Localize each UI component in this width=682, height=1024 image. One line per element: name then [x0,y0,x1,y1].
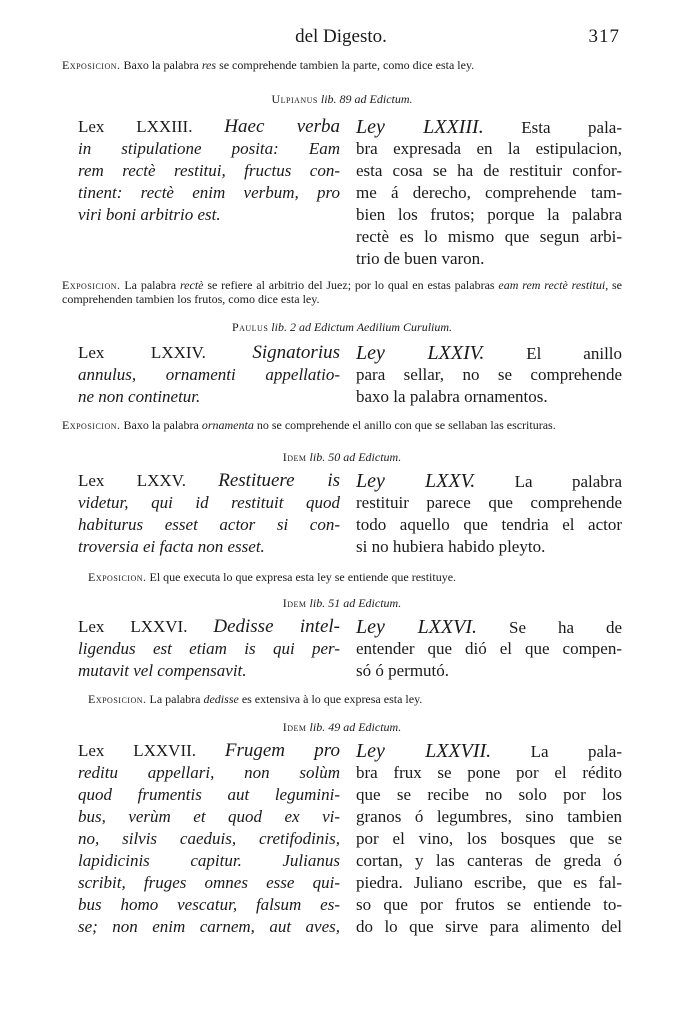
law-number: Lex LXXVI. [78,617,188,636]
latin-line: annulus, ornamenti appellatio- [78,365,340,384]
spanish-line [356,342,622,364]
spanish-column [356,342,622,408]
latin-line: lapidicinis capitur. Julianus [78,851,340,870]
law-number: Ley LXXV. [356,470,476,492]
spanish-line: todo aquello que tendria el actor [356,515,622,534]
spanish-line: piedra. Juliano escribe, que es fal- [356,873,622,892]
spanish-line: restituir parece que comprehende [356,493,622,512]
source-author: Idem [282,596,307,610]
spanish-text: Esta pala- [521,118,623,137]
spanish-line: baxo la palabra ornamentos. [356,387,548,406]
latin-line [78,116,340,138]
exposition-text: no se comprehende el anillo con que se sellaban las escrituras. [253,418,556,432]
latin-line: bus homo vescatur, falsum es- [78,895,340,914]
latin-line: se; non enim carnem, aut aves, [78,917,340,936]
spanish-column [356,740,622,938]
exposition-term: rectè [179,278,204,292]
spanish-line [356,470,622,492]
latin-text: Haec verba [224,116,340,137]
source-citation [62,596,622,611]
latin-line: reditu appellari, non solùm [78,763,340,782]
latin-line: rem rectè restitui, fructus con- [78,161,340,180]
spanish-line: rectè es lo mismo que segun arbi- [356,227,622,246]
exposition-paragraph [88,570,628,584]
latin-line [78,470,340,492]
spanish-line: do lo que sirve para alimento del [356,917,622,936]
latin-column [78,740,340,938]
exposition-text: se comprehende tambien la parte, como dice esta ley. [216,58,475,72]
spanish-text: La pala- [530,742,622,761]
latin-line [78,342,340,364]
spanish-line: me á derecho, comprehende tam- [356,183,622,202]
latin-line: mutavit vel compensavit. [78,661,247,680]
latin-line: videtur, qui id restituit quod [78,493,340,512]
spanish-line: para sellar, no se comprehende [356,365,622,384]
source-reference: lib. 89 ad Edictum. [317,92,413,106]
latin-line: quod frumentis aut legumini- [78,785,340,804]
latin-column [78,342,340,408]
latin-line: in stipulatione posita: Eam [78,139,340,158]
law-number: Lex LXXV. [78,471,186,490]
law-number: Ley LXXIV. [356,342,485,364]
spanish-line [356,116,622,138]
latin-text: Frugem pro [224,740,340,761]
source-reference: lib. 51 ad Edictum. [306,596,402,610]
latin-column [78,616,340,682]
law-number: Lex LXXIV. [78,343,206,362]
spanish-line: trio de buen varon. [356,249,485,268]
exposition-label: Exposicion. [62,418,121,432]
latin-line: no, silvis caeduis, cretifodinis, [78,829,340,848]
latin-line: habiturus esset actor si con- [78,515,340,534]
source-citation [62,92,622,107]
latin-line: scribit, fruges omnes esse qui- [78,873,340,892]
source-author: Idem [282,720,307,734]
exposition-text: Baxo la palabra [123,418,202,432]
exposition-term: res [201,58,217,72]
spanish-line: granos ó legumbres, sino tambien [356,807,622,826]
latin-line [78,740,340,762]
running-title: del Digesto. [295,26,387,47]
latin-column [78,470,340,558]
law-number: Ley LXXVI. [356,616,478,638]
source-author: Paulus [231,320,269,334]
source-reference: lib. 2 ad Edictum Aedilium Curulium. [268,320,453,334]
spanish-line: bra frux se pone por el rédito [356,763,622,782]
latin-text: Dedisse intel- [213,616,340,637]
exposition-text: La palabra [149,692,204,706]
source-reference: lib. 49 ad Edictum. [306,720,402,734]
latin-line: viri boni arbitrio est. [78,205,221,224]
latin-text: Restituere is [218,470,340,491]
source-author: Ulpianus [271,92,318,106]
source-reference: lib. 50 ad Edictum. [306,450,402,464]
latin-line: bus, verùm et quod ex vi- [78,807,340,826]
spanish-line [356,616,622,638]
latin-text: Signatorius [252,342,340,363]
spanish-text: Se ha de [509,618,623,637]
exposition-text: La palabra [124,278,180,292]
latin-line: ligendus est etiam is qui per- [78,639,340,658]
source-citation [62,320,622,335]
exposition-label: Exposicion. [88,570,147,584]
latin-line: troversia ei facta non esset. [78,537,265,556]
law-number: Lex LXXVII. [78,741,197,760]
law-number: Ley LXXIII. [356,116,484,138]
latin-line: ne non continetur. [78,387,201,406]
exposition-term: dedisse [203,692,239,706]
law-number: Ley LXXVII. [356,740,492,762]
exposition-term: eam rem rectè restitui [498,278,606,292]
spanish-line: por el vino, los bosques que se [356,829,622,848]
source-citation [62,450,622,465]
exposition-paragraph [88,692,628,706]
exposition-text: se refiere al arbitrio del Juez; por lo qual en estas palabras [203,278,499,292]
spanish-text: El anillo [526,344,623,363]
spanish-line: bien los frutos; porque la palabra [356,205,622,224]
exposition-label: Exposicion. [62,58,121,72]
source-author: Idem [282,450,307,464]
exposition-text: Baxo la palabra [123,58,202,72]
exposition-term: ornamenta [201,418,254,432]
source-citation [62,720,622,735]
spanish-line: só ó permutó. [356,661,450,680]
spanish-line: esta cosa se ha de restituir confor- [356,161,622,180]
exposition-text: es extensiva à lo que expresa esta ley. [238,692,423,706]
exposition-label: Exposicion. [88,692,147,706]
latin-column [78,116,340,226]
spanish-column [356,470,622,558]
spanish-line: si no hubiera habido pleyto. [356,537,546,556]
spanish-line: que se recibe no solo por los [356,785,622,804]
spanish-line [356,740,622,762]
page-number: 317 [588,26,620,47]
exposition-paragraph [62,278,622,306]
spanish-line: entender que dió el que compen- [356,639,622,658]
exposition-paragraph [62,418,622,432]
exposition-text: , se comprehenden tambien los frutos, como dice esta ley. [62,278,623,306]
spanish-text: La palabra [514,472,622,491]
exposition-label: Exposicion. [62,278,121,292]
spanish-line: bra expresada en la estipulacion, [356,139,622,158]
spanish-line: cortan, y las canteras de greda ó [356,851,622,870]
latin-line: tinent: rectè enim verbum, pro [78,183,340,202]
running-header [0,26,682,52]
exposition-text: El que executa lo que expresa esta ley se entiende que restituye. [149,570,457,584]
law-number: Lex LXXIII. [78,117,193,136]
spanish-column [356,616,622,682]
latin-line [78,616,340,638]
spanish-column [356,116,622,270]
spanish-line: so que por frutos se entiende to- [356,895,622,914]
exposition-paragraph [62,58,622,72]
